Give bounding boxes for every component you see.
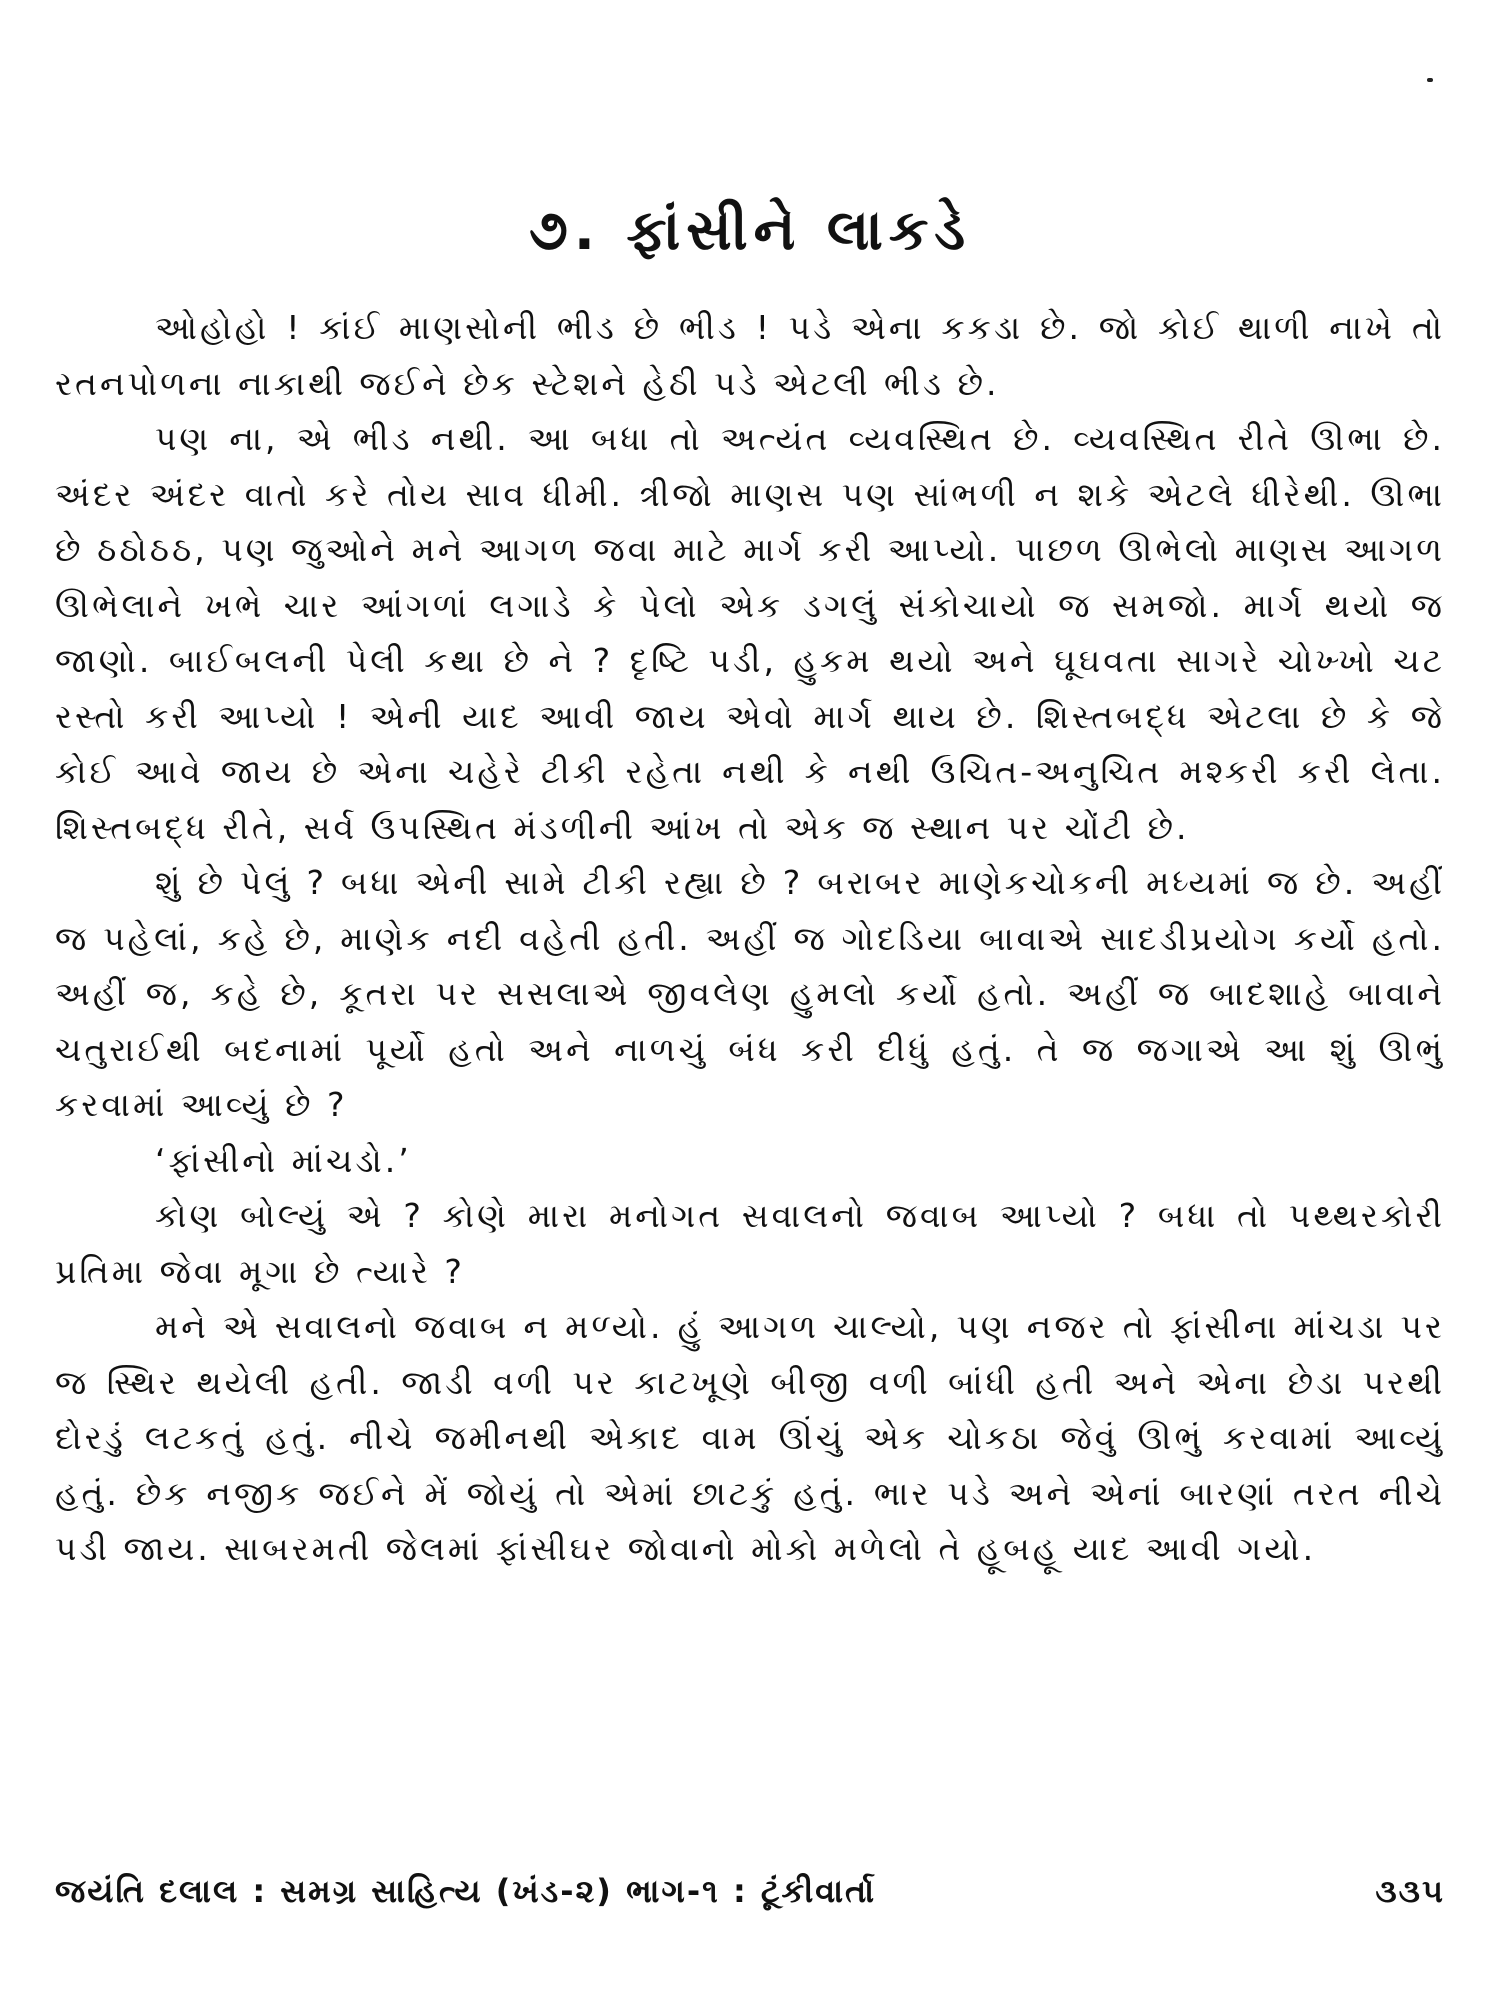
print-speck [1427,78,1433,82]
book-info: જયંતિ દલાલ : સમગ્ર સાહિત્ય (ખંડ-૨) ભાગ-૧ : ટૂંકીવાર્તા [55,1872,877,1910]
paragraph: શું છે પેલું ? બધા એની સામે ટીકી રહ્યા છે ? બરાબર માણેકચોકની મધ્યમાં જ છે. અહીં જ પહેલાં, કહે છે, માણેક નદી વહેતી હતી. અહીં જ ગોદડિયા બાવાએ સાદડીપ્રયોગ કર્યો હતો. અહીં જ, કહે છે, કૂતરા પર સસલાએ જીવલેણ હુમલો કર્યો હતો. અહીં જ બાદશાહે બાવાને ચતુરાઈથી બદનામાં પૂર્યો હતો અને નાળચું બંધ કરી દીધું હતું. તે જ જગાએ આ શું ઊભું કરવામાં આવ્યું છે ? [55,863,1445,1124]
paragraph: મને એ સવાલનો જવાબ ન મળ્યો. હું આગળ ચાલ્યો, પણ નજર તો ફાંસીના માંચડા પર જ સ્થિર થયેલી હતી. જાડી વળી પર કાટખૂણે બીજી વળી બાંધી હતી અને એના છેડા પરથી દોરડું લટકતું હતું. નીચે જમીનથી એકાદ વામ ઊંચું એક ચોકઠા જેવું ઊભું કરવામાં આવ્યું હતું. છેક નજીક જઈને મેં જોયું તો એમાં છાટકું હતું. ભાર પડે અને એનાં બારણાં તરત નીચે પડી જાય. સાબરમતી જેલમાં ફાંસીઘર જોવાનો મોકો મળેલો તે હૂબહૂ યાદ આવી ગયો. [55,1307,1445,1568]
paragraph: પણ ના, એ ભીડ નથી. આ બધા તો અત્યંત વ્યવસ્થિત છે. વ્યવસ્થિત રીતે ઊભા છે. અંદર અંદર વાતો કરે તોય સાવ ધીમી. ત્રીજો માણસ પણ સાંભળી ન શકે એટલે ધીરેથી. ઊભા છે ઠઠોઠઠ, પણ જુઓને મને આગળ જવા માટે માર્ગ કરી આપ્યો. પાછળ ઊભેલો માણસ આગળ ઊભેલાને ખભે ચાર આંગળાં લગાડે કે પેલો એક ડગલું સંકોચાયો જ સમજો. માર્ગ થયો જ જાણો. બાઈબલની પેલી કથા છે ને ? દૃષ્ટિ પડી, હુકમ થયો અને ઘૂઘવતા સાગરે ચોખ્ખો ચટ રસ્તો કરી આપ્યો ! એની યાદ આવી જાય એવો માર્ગ થાય છે. શિસ્તબદ્ધ એટલા છે કે જે કોઈ આવે જાય છે એના ચહેરે ટીકી રહેતા નથી કે નથી ઉચિત-અનુચિત મશ્કરી કરી લેતા. શિસ્તબદ્ધ રીતે, સર્વ ઉપસ્થિત મંડળીની આંખ તો એક જ સ્થાન પર ચોંટી છે. [55,419,1445,847]
page-number: ૩૩૫ [1375,1872,1445,1910]
page-footer [55,1866,1445,1916]
chapter-title: ૭. ફાંસીને લાકડે [528,198,972,263]
paragraph: ‘ફાંસીનો માંચડો.’ [155,1140,412,1180]
paragraph: ઓહોહો ! કાંઈ માણસોની ભીડ છે ભીડ ! પડે એના કકડા છે. જો કોઈ થાળી નાખે તો રતનપોળના નાકાથી જઈને છેક સ્ટેશને હેઠી પડે એટલી ભીડ છે. [55,308,1445,403]
book-page [55,0,1445,2000]
paragraph: કોણ બોલ્યું એ ? કોણે મારા મનોગત સવાલનો જવાબ આપ્યો ? બધા તો પથ્થરકોરી પ્રતિમા જેવા મૂગા છે ત્યારે ? [55,1196,1445,1291]
story-body [55,300,1445,1577]
